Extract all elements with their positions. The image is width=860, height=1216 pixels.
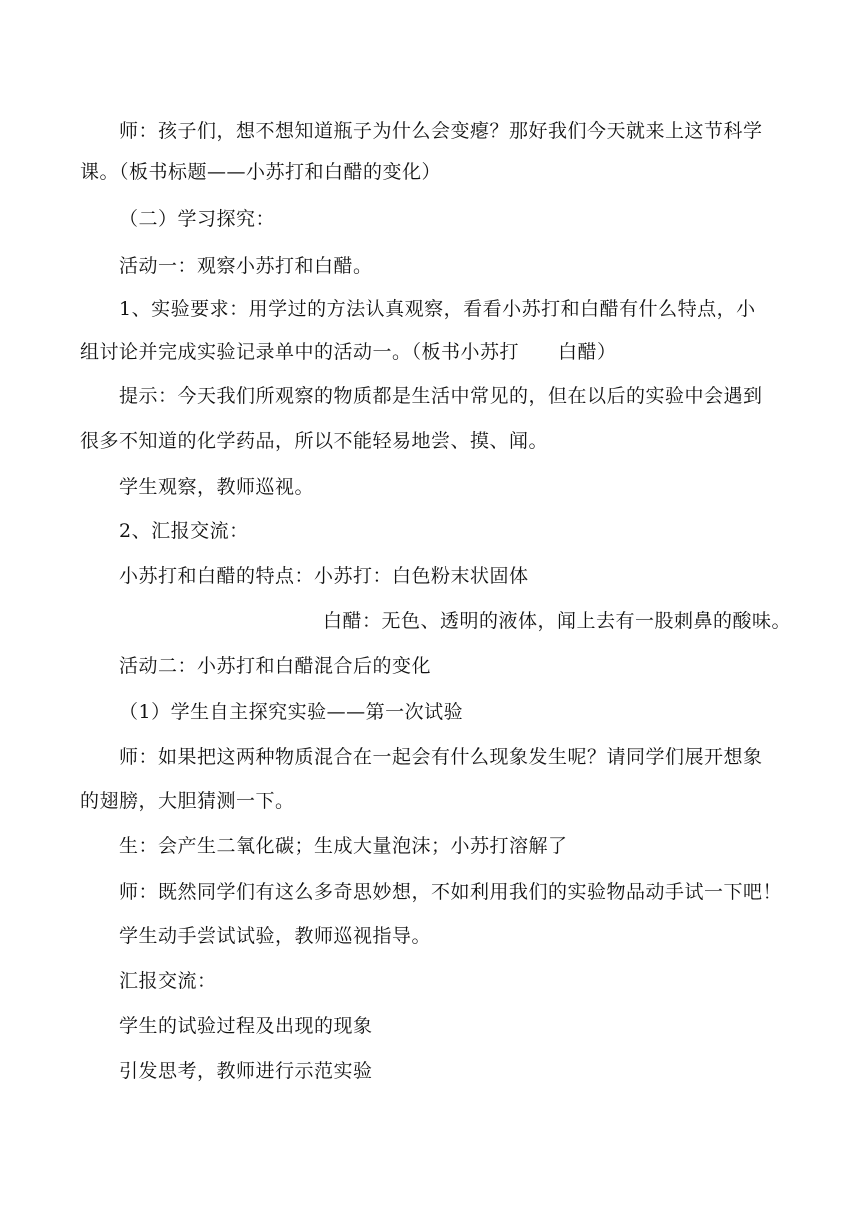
text-line: 学生动手尝试试验，教师巡视指导。 (119, 925, 432, 947)
activity-heading: 活动二：小苏打和白醋混合后的变化 (119, 655, 432, 677)
text-line: 提示：今天我们所观察的物质都是生活中常见的，但在以后的实验中会遇到 (119, 385, 763, 407)
text-line: 白醋：无色、透明的液体，闻上去有一股刺鼻的酸味。 (323, 610, 792, 632)
text-line: （1）学生自主探究实验——第一次试验 (119, 701, 464, 723)
text-line: 师：如果把这两种物质混合在一起会有什么现象发生呢？请同学们展开想象 (119, 746, 763, 768)
text-line: 很多不知道的化学药品，所以不能轻易地尝、摸、闻。 (80, 430, 549, 452)
text-line: 引发思考，教师进行示范实验 (119, 1060, 373, 1082)
text-line: 组讨论并完成实验记录单中的活动一。（板书小苏打 白醋） (80, 341, 617, 363)
text-line: 的翅膀，大胆猜测一下。 (80, 790, 295, 812)
section-heading: （二）学习探究： (119, 208, 276, 230)
text-line: 学生观察，教师巡视。 (119, 476, 315, 498)
text-line: 师：既然同学们有这么多奇思妙想，不如利用我们的实验物品动手试一下吧！ (119, 881, 783, 903)
text-line: 师：孩子们，想不想知道瓶子为什么会变瘪？那好我们今天就来上这节科学 (119, 120, 763, 142)
text-line: 生：会产生二氧化碳；生成大量泡沫；小苏打溶解了 (119, 835, 568, 857)
text-line: 学生的试验过程及出现的现象 (119, 1015, 373, 1037)
text-line: 课。（板书标题——小苏打和白醋的变化） (80, 161, 442, 183)
activity-heading: 活动一：观察小苏打和白醋。 (119, 255, 373, 277)
text-line: 1、实验要求：用学过的方法认真观察，看看小苏打和白醋有什么特点，小 (119, 298, 756, 320)
text-line: 小苏打和白醋的特点：小苏打：白色粉末状固体 (119, 565, 529, 587)
text-line: 2、汇报交流： (119, 520, 249, 542)
text-line: 汇报交流： (119, 970, 217, 992)
